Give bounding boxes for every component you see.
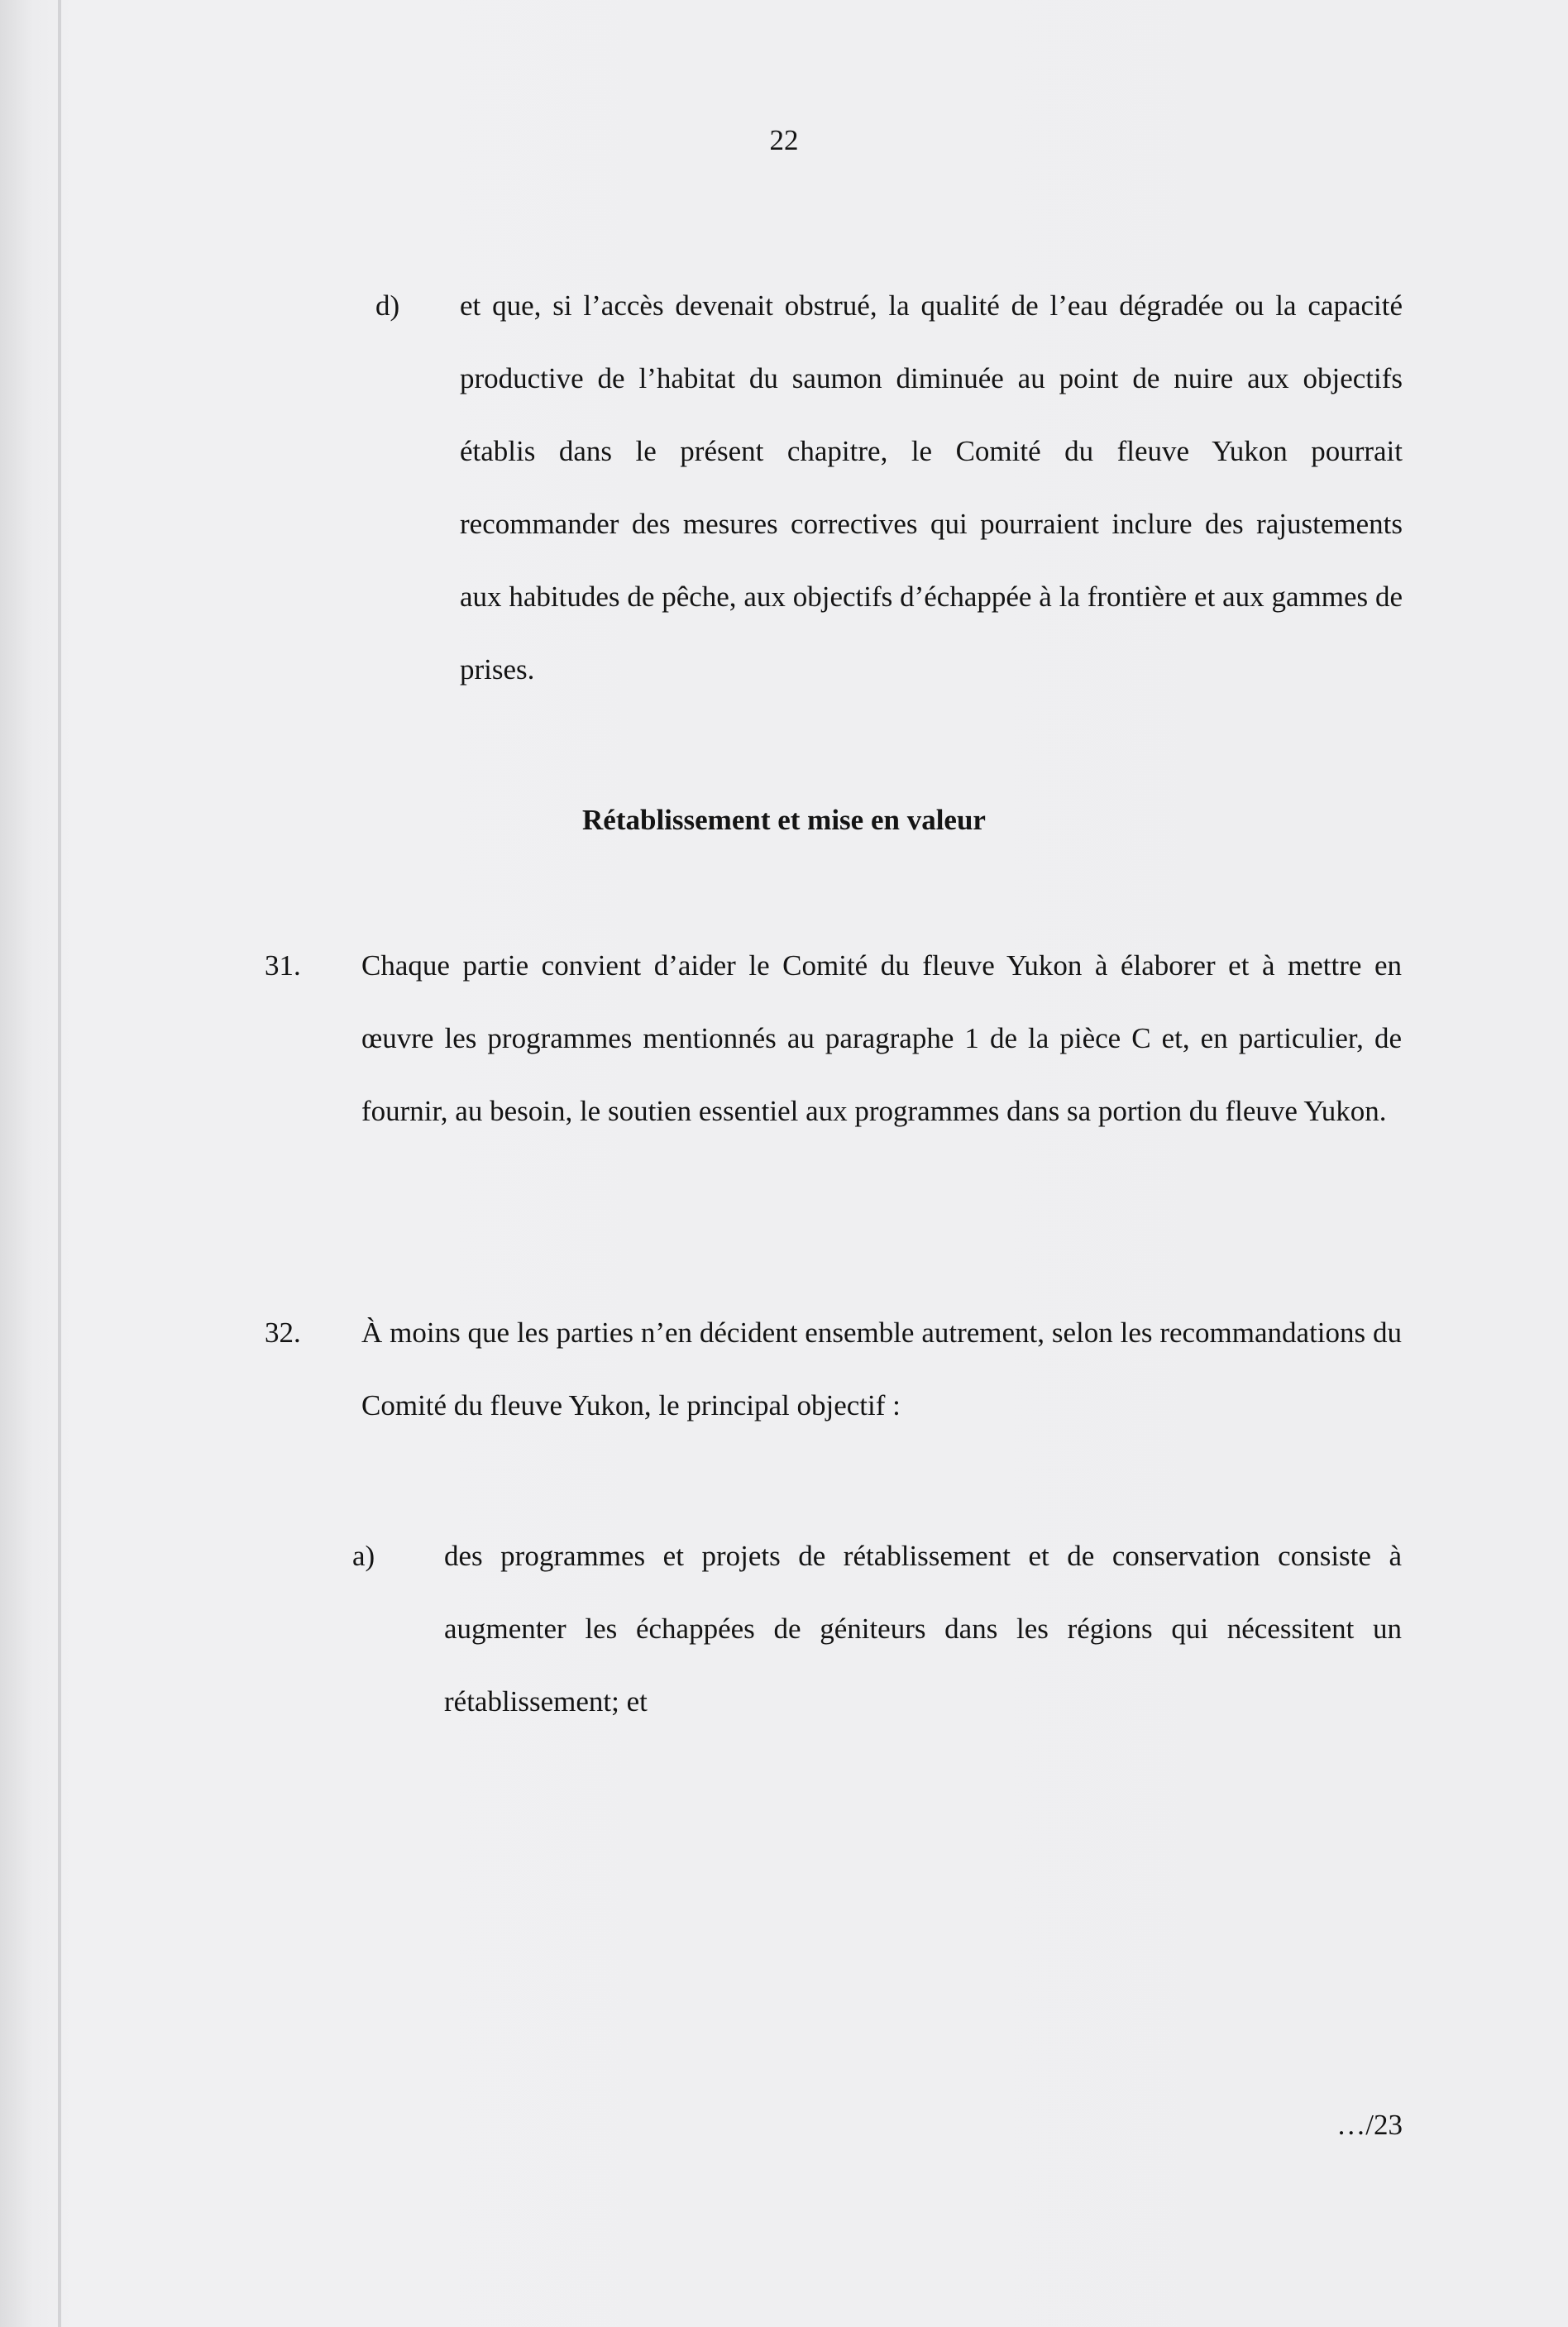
para-32-text: À moins que les parties n’en décident ensemble autrement, selon les recommandations du Comité du fleuve Yukon, le principal objectif : bbox=[361, 1316, 1402, 1422]
continuation-marker: …/23 bbox=[1336, 2109, 1403, 2141]
item-d-text: et que, si l’accès devenait obstrué, la qualité de l’eau dégradée ou la capacité productive de l’habitat du saumon diminuée au point de nuire aux objectifs établis dans le présent chapitre, le Comité du fleuve Yukon pourrait recommander des mesures correctives qui pourraient inclure des rajustements aux habitudes de pêche, aux objectifs d’échappée à la frontière et aux gammes de prises. bbox=[460, 289, 1403, 686]
section-heading: Rétablissement et mise en valeur bbox=[582, 804, 986, 836]
item-a-label: a) bbox=[352, 1540, 375, 1572]
page-number: 22 bbox=[769, 124, 799, 156]
para-32-number: 32. bbox=[265, 1316, 301, 1349]
para-31-text: Chaque partie convient d’aider le Comité du fleuve Yukon à élaborer et à mettre en œuvre les programmes mentionnés au paragraphe 1 de la pièce C et, en particulier, de fournir, au besoin, le soutien essentiel aux programmes dans sa portion du fleuve Yukon. bbox=[361, 949, 1402, 1127]
item-d-label: d) bbox=[375, 289, 400, 322]
page-spine-shadow bbox=[58, 0, 61, 2327]
item-a-text: des programmes et projets de rétablissement et de conservation consiste à augmenter les échappées de géniteurs dans les régions qui nécessitent un rétablissement; et bbox=[444, 1540, 1402, 1718]
para-31-number: 31. bbox=[265, 949, 301, 982]
